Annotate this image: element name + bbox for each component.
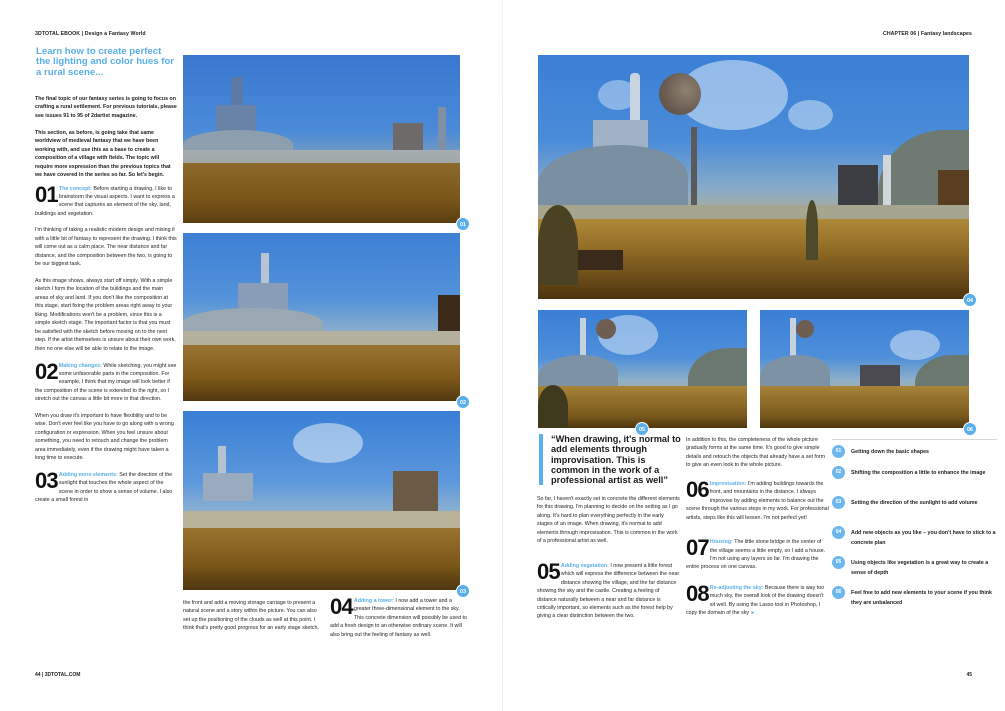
- step-02: [35, 358, 177, 404]
- step-body: While sketching, you might see some unfavorable parts in the composition. For example, I think that my image will look better if the composition of the scene is extended to the right, so I stretch out the canvas a little bit more in that direction.: [35, 362, 177, 403]
- step-body: I now present a little forest which will express the difference between the near distance showing the village, and the far distance showing the sky and the castle. Creating a feeling of distance naturally between a near and far distance is critically important, so elements such as the forest help by giving a clear distinction between the two.: [537, 562, 680, 620]
- step-title: Adding more elements:: [58, 471, 118, 478]
- figure-badge: 01: [456, 217, 470, 231]
- tip-number-badge: 01: [832, 445, 845, 458]
- figure-04: [538, 55, 973, 304]
- step-title: Re-adjusting the sky:: [709, 584, 764, 591]
- step-04: [330, 594, 470, 639]
- step-title: The concept:: [58, 185, 92, 192]
- folio-left: 44 | 3DTOTAL.COM: [35, 672, 81, 678]
- folio-right: 45: [966, 672, 972, 678]
- step-body: Before starting a drawing, I like to brainstorm the visual aspects. I want to express a scene that captures an element of the sky, land, buildings and vegetation.: [35, 185, 175, 217]
- tip-number-badge: 02: [832, 466, 845, 479]
- step-08: [686, 580, 829, 618]
- step-title: Adding vegetation:: [560, 562, 609, 569]
- intro-paragraph-2: This section, as before, is going take that same worldview of medieval fantasy that we have been working with, and use this as a base to create a composition of a village with fields. The topic will require more expression than the previous topics that we have covered in the series so far. So let's begin.: [35, 129, 171, 179]
- painting-sketch-01: [183, 55, 460, 223]
- step-01-paragraph-2: I'm thinking of taking a realistic modern design and mixing it with a little bit of fantasy to represent the drawing. I think this will come out as a calm place. The near distance and far distance, and the composition between the two, is going to be our biggest task.: [35, 227, 177, 268]
- figure-badge: 03: [456, 584, 470, 598]
- step-number: 02: [35, 358, 58, 384]
- step-02-paragraph-2: When you draw it's important to have flexibility and to be wise. Don't ever feel like you have to go along with a wrong configuration or expression. When you feel unsure about something, you need to retouch and change the problem area immediately, even if the drawing might have taken a long time to execute.: [35, 412, 174, 462]
- figure-02: [183, 233, 466, 406]
- step-01-paragraph-3: As this image shows, always start off simply. With a simple sketch I form the location of the buildings and the main areas of sky and land. If you don't like the composition at this stage, start fixing the problem areas right away to your liking. Modifications won't be a problem, since this is a simple sketch stage. The important factor is that you must be satisfied with the sketch before moving on to the next step. If the artist themselves is unsure about their own work, then no one else will be able to relate to the image.: [35, 278, 176, 352]
- tip-text: Shifting the composition a little to enhance the image: [851, 470, 986, 476]
- step-body: I'm adding buildings towards the front, and mountains in the distance. I always improvise by adding elements to balance out the scene through the various steps in my work. For professional artists, steps like this will lessen. I'm not perfect yet!: [686, 480, 829, 521]
- figure-05: [538, 310, 747, 433]
- figure-01: [183, 55, 466, 228]
- painting-sketch-02: [183, 233, 460, 401]
- step-04-column: [330, 594, 470, 639]
- tip-number-badge: 06: [832, 586, 845, 599]
- step-number: 03: [35, 467, 58, 493]
- right-text-column-1: [537, 495, 680, 621]
- step-body: Set the direction of the sunlight that touches the whole aspect of the scene in order to show a sense of volume. I also create a small forest in: [35, 471, 173, 504]
- tips-divider: [832, 439, 997, 440]
- tip-text: Feel free to add new elements to your scene if you think they are unbalanced: [851, 590, 992, 606]
- intro-headline: Learn how to create perfect the lighting and color hues for a rural scene...: [36, 46, 175, 78]
- page-gutter: [502, 0, 503, 711]
- right-column-2-paragraph: In addition to this, the completeness of the whole picture gradually forms at the same time. It's good to give simple details and retouch the objects that already have a set form to give an even look to the whole picture.: [686, 437, 825, 469]
- pull-quote: “When drawing, it's normal to add elements through improvisation. This is common in the work of a professional artist as well”: [539, 434, 681, 485]
- intro-paragraph-1: The final topic of our fantasy series is going to focus on crafting a rural settlement. For previous tutorials, please see issues 91 to 95 of 2dartist magazine.: [35, 96, 177, 119]
- tip-number-badge: 04: [832, 526, 845, 539]
- right-text-column-2: [686, 436, 829, 618]
- painting-final-04: [538, 55, 969, 299]
- step-07: [686, 535, 829, 572]
- figure-badge: 06: [963, 422, 977, 436]
- step-03-continued: [183, 599, 323, 641]
- step-title: Improvisation:: [709, 480, 747, 487]
- tip-text: Setting the direction of the sunlight to add volume: [851, 500, 978, 506]
- step-body: The little stone bridge in the center of the village seems a little empty, so I add a house. I'm not using any layers so far. I'm drawing the entire process on one canvas.: [686, 539, 826, 571]
- left-text-column: [35, 95, 177, 505]
- step-05: [537, 558, 680, 621]
- running-head-left: 3DTOTAL EBOOK | Design a Fantasy World: [35, 31, 146, 37]
- figure-badge: 04: [963, 293, 977, 307]
- step-number: 07: [686, 535, 709, 561]
- step-title: Adding a tower:: [353, 598, 394, 604]
- running-head-right: CHAPTER 06 | Fantasy landscapes: [882, 31, 972, 37]
- step-number: 01: [35, 181, 58, 207]
- painting-sketch-03: [183, 411, 460, 590]
- figure-badge: 05: [635, 422, 649, 436]
- planet-shape: [659, 73, 701, 115]
- step-03-continued-text: the front and add a moving storage carriage to present a natural scene and a story within the picture. You can also set up the positioning of the clouds as well at this point. I think that's pretty good progress for an early stage sketch.: [183, 600, 319, 632]
- right-column-1-paragraph: So far, I haven't exactly set in concrete the different elements for this drawing. I'm planning to decide on the setting as I go along. It's hard to plan everything perfectly in the early stages of an image. When drawing, it's normal to add elements through improvisation. This is common in the work of a professional artist as well.: [537, 496, 680, 545]
- step-number: 08: [686, 580, 709, 606]
- tip-text: Using objects like vegetation is a great way to create a sense of depth: [851, 560, 989, 576]
- tip-number-badge: 03: [832, 496, 845, 509]
- tip-text: Getting down the basic shapes: [851, 449, 929, 455]
- painting-step-06: [760, 310, 969, 428]
- continue-arrow-icon: ►: [750, 610, 756, 617]
- step-01: [35, 181, 177, 219]
- step-number: 04: [330, 594, 353, 619]
- step-06: [686, 476, 829, 522]
- step-title: Housing:: [709, 539, 733, 546]
- step-body: Because there is way too much sky, the overall look of the drawing doesn't sit well. By using the Lasso tool in Photoshop, I copy the domain of the sky: [686, 584, 825, 617]
- tip-number-badge: 05: [832, 556, 845, 569]
- step-title: Making changes:: [58, 362, 102, 369]
- painting-step-05: [538, 310, 747, 428]
- tip-text: Add new objects as you like – you don't have to stick to a concrete plan: [851, 530, 996, 546]
- step-number: 05: [537, 558, 560, 584]
- step-03: [35, 467, 177, 505]
- figure-03: [183, 411, 466, 595]
- figure-badge: 02: [456, 395, 470, 409]
- step-body: I now add a tower and a greater three-dimensional element to the sky. This concrete dimension will possibly be used to add a fresh design to an otherwise ordinary scene. It will also bring out the feeling of fantasy as well.: [330, 598, 467, 638]
- step-number: 06: [686, 476, 709, 502]
- figure-06: [760, 310, 973, 433]
